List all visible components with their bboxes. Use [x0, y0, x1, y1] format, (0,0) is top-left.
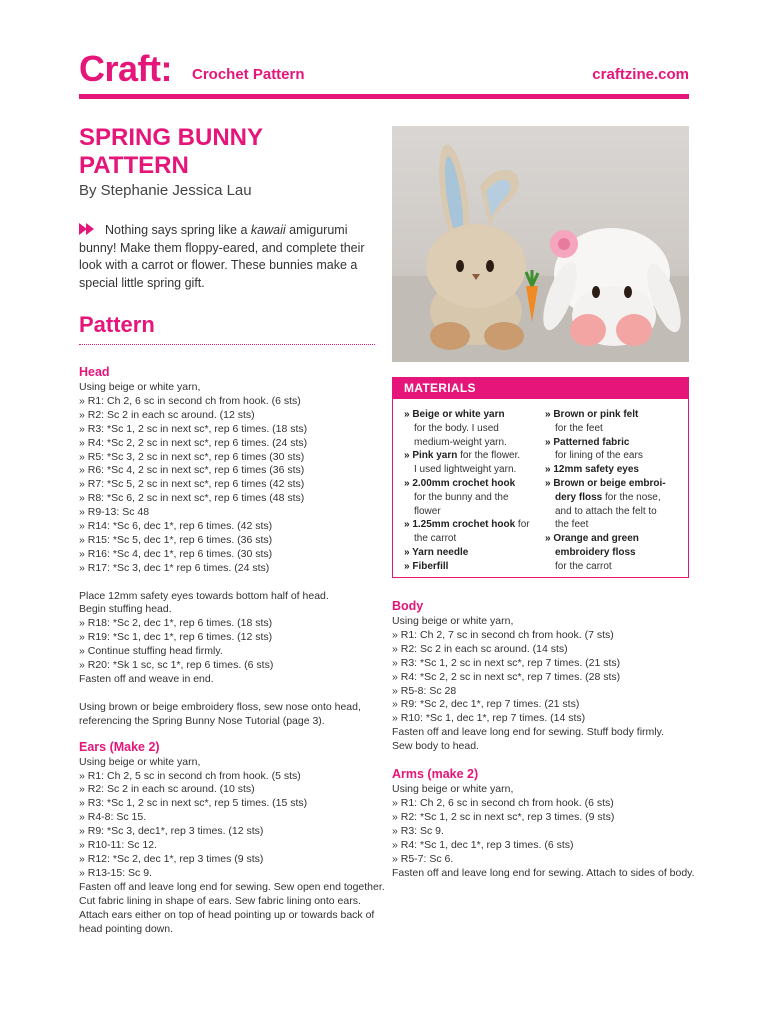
material-name: » Fiberfill	[404, 560, 449, 572]
instruction-line: » R1: Ch 2, 5 sc in second ch from hook. (5 sts)	[79, 769, 301, 782]
instruction-line: » R19: *Sc 1, dec 1*, rep 6 times. (12 sts)	[79, 631, 273, 644]
site-link[interactable]: craftzine.com	[592, 66, 689, 83]
instruction-line: » R1: Ch 2, 6 sc in second ch from hook. (6 sts)	[79, 394, 301, 407]
instruction-line: Sew body to head.	[392, 740, 479, 753]
instruction-line: » R7: *Sc 5, 2 sc in next sc*, rep 6 times (42 sts)	[79, 478, 305, 491]
instruction-line: Using beige or white yarn,	[79, 381, 201, 393]
material-name: » Yarn needle	[404, 546, 469, 558]
instruction-line: » R9: *Sc 2, dec 1*, rep 7 times. (21 sts)	[392, 698, 580, 711]
instruction-line: » R10: *Sc 1, dec 1*, rep 7 times. (14 sts)	[392, 712, 586, 725]
intro-text-start: Nothing says spring like a	[105, 223, 251, 237]
instruction-line: » R4: *Sc 2, 2 sc in next sc*, rep 6 times. (24 sts)	[79, 436, 308, 449]
instruction-line: » R5: *Sc 3, 2 sc in next sc*, rep 6 times (30 sts)	[79, 450, 305, 463]
material-note: for lining of the ears	[555, 450, 643, 462]
instruction-line: » R3: Sc 9.	[392, 824, 444, 837]
instruction-line: » R2: *Sc 1, 2 sc in next sc*, rep 3 times. (9 sts)	[392, 810, 615, 823]
instruction-line: » R3: *Sc 1, 2 sc in next sc*, rep 5 times. (15 sts)	[79, 797, 308, 810]
material-note: flower	[414, 505, 441, 517]
material-item	[404, 449, 544, 477]
material-item	[545, 408, 683, 436]
instruction-line: Using beige or white yarn,	[392, 615, 514, 627]
instruction-line: referencing the Spring Bunny Nose Tutorial (page 3).	[79, 714, 325, 727]
instruction-line: » R20: *Sk 1 sc, sc 1*, rep 6 times. (6 sts)	[79, 659, 274, 672]
instruction-line: Using beige or white yarn,	[392, 783, 514, 796]
header-subtitle: Crochet Pattern	[192, 66, 305, 83]
material-item	[545, 463, 683, 477]
bunnies-photo	[392, 126, 689, 362]
instruction-line: » R15: *Sc 5, dec 1*, rep 6 times. (36 sts)	[79, 533, 273, 546]
material-note: I used lightweight yarn.	[414, 464, 517, 476]
instruction-line: Fasten off and leave long end for sewing. Stuff body firmly.	[392, 726, 664, 739]
material-note: for the nose,	[602, 491, 661, 503]
materials-column-1	[404, 408, 544, 574]
instruction-line: Attach ears either on top of head pointing up or towards back of	[79, 908, 375, 921]
instruction-line: » R2: Sc 2 in each sc around. (10 sts)	[79, 783, 255, 796]
double-arrow-icon	[79, 223, 99, 235]
instruction-line: Fasten off and leave long end for sewing. Sew open end together.	[79, 880, 385, 893]
material-item	[404, 560, 544, 574]
head-section-title: Head	[79, 365, 110, 379]
instruction-line: » R3: *Sc 1, 2 sc in next sc*, rep 7 times. (21 sts)	[392, 656, 621, 669]
instruction-line: » R2: Sc 2 in each sc around. (14 sts)	[392, 642, 568, 655]
instruction-line: » R9-13: Sc 48	[79, 506, 150, 519]
instruction-line: » R16: *Sc 4, dec 1*, rep 6 times. (30 sts)	[79, 547, 273, 560]
instruction-line: » Continue stuffing head firmly.	[79, 645, 223, 658]
byline: By Stephanie Jessica Lau	[79, 182, 252, 199]
right-column	[392, 598, 695, 880]
materials-column-2	[545, 408, 683, 574]
page-header	[79, 48, 689, 98]
material-note: for the carrot	[555, 560, 612, 572]
instruction-line: Place 12mm safety eyes towards bottom half of head.	[79, 589, 329, 602]
material-note: and to attach the felt to	[555, 505, 657, 517]
arms-section-title: Arms (make 2)	[392, 767, 479, 782]
instruction-line: » R9: *Sc 3, dec1*, rep 3 times. (12 sts)	[79, 825, 264, 838]
pattern-heading: Pattern	[79, 312, 155, 337]
intro-text-end: amigurumi bunny! Make them floppy-eared, and complete their look with a carrot or flower. These bunnies make a special little spring gift.	[79, 223, 365, 290]
intro-paragraph	[79, 222, 379, 292]
material-name: » Pink yarn	[404, 450, 458, 462]
material-item	[404, 408, 544, 449]
arms-instructions	[392, 783, 695, 880]
instruction-line: Begin stuffing head.	[79, 603, 172, 616]
materials-title: MATERIALS	[393, 378, 688, 399]
material-name: » Beige or white yarn	[404, 409, 505, 420]
material-note: for the feet	[555, 422, 603, 434]
material-note: for	[515, 519, 530, 531]
material-item	[545, 532, 683, 573]
material-name: » Brown or beige embroi-	[545, 477, 666, 489]
instruction-line: » R1: Ch 2, 6 sc in second ch from hook. (6 sts)	[392, 796, 614, 809]
instruction-line: » R14: *Sc 6, dec 1*, rep 6 times. (42 sts)	[79, 520, 273, 533]
instruction-line: » R17: *Sc 3, dec 1* rep 6 times. (24 sts)	[79, 561, 270, 574]
materials-box	[392, 377, 689, 578]
ears-instructions	[79, 755, 385, 937]
instruction-line: Fasten off and leave long end for sewing. Attach to sides of body.	[392, 866, 695, 879]
instruction-line: » R3: *Sc 1, 2 sc in next sc*, rep 6 times. (18 sts)	[79, 422, 308, 435]
ears-section-title: Ears (Make 2)	[79, 739, 160, 754]
instruction-line: Cut fabric lining in shape of ears. Sew fabric lining onto ears.	[79, 894, 361, 907]
material-name: » Patterned fabric	[545, 436, 630, 448]
pattern-divider	[79, 344, 375, 345]
instruction-line: Using beige or white yarn,	[79, 755, 201, 768]
page-title: SPRING BUNNY PATTERN	[79, 124, 263, 179]
instruction-line: » R2: Sc 2 in each sc around. (12 sts)	[79, 408, 255, 421]
instruction-line: » R13-15: Sc 9.	[79, 866, 152, 879]
material-item	[404, 518, 544, 546]
intro-italic: kawaii	[250, 223, 286, 237]
instruction-line: » R8: *Sc 6, 2 sc in next sc*, rep 6 times (48 sts)	[79, 492, 305, 505]
brand-logo: Craft:	[79, 48, 172, 89]
material-note: for the body. I used	[414, 422, 499, 434]
material-note: medium-weight yarn.	[414, 436, 507, 448]
left-column	[79, 364, 385, 936]
material-item	[404, 477, 544, 518]
material-note: for the flower.	[457, 450, 521, 462]
instruction-line: » R4-8: Sc 15.	[79, 811, 147, 824]
material-name: » 1.25mm crochet hook	[404, 519, 516, 531]
instruction-line: » R4: *Sc 2, 2 sc in next sc*, rep 7 times. (28 sts)	[392, 670, 621, 683]
material-name: » Brown or pink felt	[545, 409, 639, 420]
material-name: » 2.00mm crochet hook	[404, 477, 516, 489]
instruction-line: » R6: *Sc 4, 2 sc in next sc*, rep 6 times (36 sts)	[79, 464, 305, 477]
instruction-line: » R1: Ch 2, 7 sc in second ch from hook. (7 sts)	[392, 628, 614, 641]
head-instructions-3	[79, 701, 379, 729]
material-name: dery floss	[555, 491, 603, 503]
head-instructions-2	[79, 590, 379, 687]
material-name: » Orange and green	[545, 533, 639, 545]
material-item	[404, 546, 544, 560]
header-divider	[79, 94, 689, 99]
instruction-line: » R10-11: Sc 12.	[79, 839, 158, 852]
instruction-line: Using brown or beige embroidery floss, sew nose onto head,	[79, 700, 361, 713]
instruction-line: » R5-7: Sc 6.	[392, 852, 454, 865]
body-instructions	[392, 615, 692, 754]
material-note: the carrot	[414, 533, 457, 545]
material-name: embroidery floss	[555, 546, 636, 558]
instruction-line: » R4: *Sc 1, dec 1*, rep 3 times. (6 sts)	[392, 838, 574, 851]
material-note: for the bunny and the	[414, 491, 509, 503]
material-note: the feet	[555, 519, 589, 531]
material-name: » 12mm safety eyes	[545, 464, 639, 476]
instruction-line: » R5-8: Sc 28	[392, 684, 457, 697]
head-instructions	[79, 381, 379, 576]
instruction-line: head pointing down.	[79, 922, 173, 935]
material-item	[545, 477, 683, 532]
instruction-line: » R12: *Sc 2, dec 1*, rep 3 times (9 sts)	[79, 852, 264, 865]
instruction-line: Fasten off and weave in end.	[79, 673, 214, 686]
body-section-title: Body	[392, 599, 424, 613]
instruction-line: » R18: *Sc 2, dec 1*, rep 6 times. (18 sts)	[79, 617, 273, 630]
material-item	[545, 436, 683, 464]
